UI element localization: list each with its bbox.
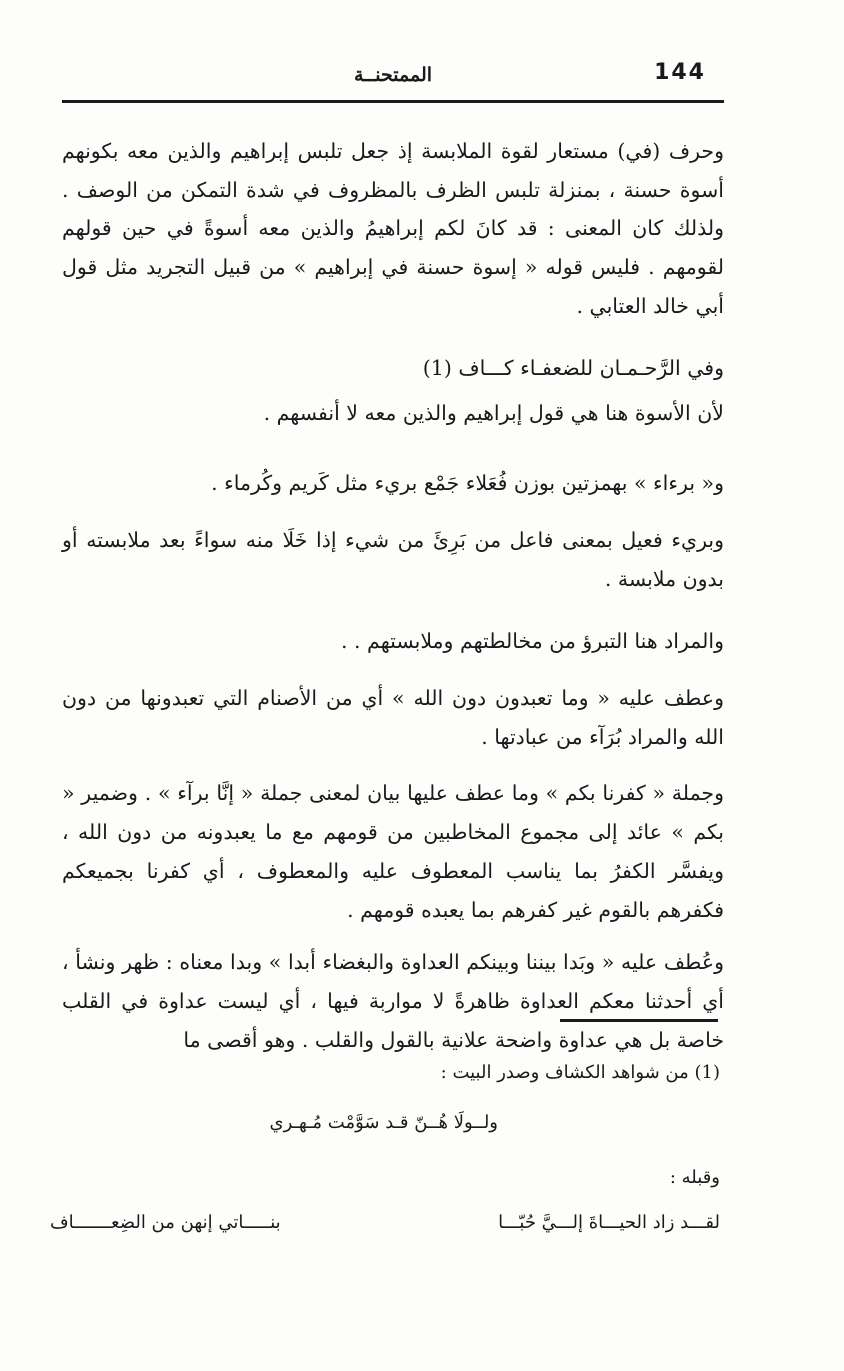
page-header bbox=[62, 58, 724, 103]
footnote-divider bbox=[560, 1019, 718, 1022]
footnote-verse: ولــولَا هُــنّ قـد سَوَّمْت مُـهـري bbox=[269, 1112, 498, 1133]
paragraph: وحرف (في) مستعار لقوة الملابسة إذ جعل تلبس إبراهيم والذين معه بكونهم أسوة حسنة ، بمنزلة تلبس الظرف بالمظروف في شدة التمكن من الوصف . ولذلك كان المعنى : قد كانَ لكم إبراهيمُ والذين معه أسوةً في حين قولهم لقومهم . فليس قوله « إسوة حسنة في إبراهيم » من قبيل التجريد مثل قول أبي خالد العتابي . bbox=[62, 139, 724, 318]
paragraph: وبريء فعيل بمعنى فاعل من بَرِئَ من شيء إذا خَلَا منه سواءً بعد ملابسته أو بدون ملابسة . bbox=[62, 527, 724, 591]
paragraph: وجملة « كفرنا بكم » وما عطف عليها بيان لمعنى جملة « إنَّا برآء » . وضمير « بكم » عائد إلى مجموع المخاطبين من قومهم مع ما يعبدونه من دون الله ، ويفسَّر الكفرُ بما يناسب المعطوف عليه والمعطوف ، أي كفرنا بجميعكم فكفرهم بالقوم غير كفرهم بما يعبده قومهم . bbox=[62, 781, 724, 922]
footnote-1: (1) من شواهد الكشاف وصدر البيت : bbox=[440, 1062, 720, 1083]
quoted-verse: وفي الرَّحـمـان للضعفـاء كـــاف (1) bbox=[422, 355, 724, 380]
running-title: الممتحنــة bbox=[353, 64, 433, 86]
paragraph: وعطف عليه « وما تعبدون دون الله » أي من الأصنام التي تعبدونها من دون الله والمراد بُرَآء من عبادتها . bbox=[62, 686, 724, 749]
main-text bbox=[62, 132, 724, 1068]
footnote-label: وقبله : bbox=[669, 1167, 720, 1188]
paragraph: و« برءاء » بهمزتين بوزن فُعَلاء جَمْع بريء مثل كَريم وكُرماء . bbox=[211, 471, 724, 496]
page-number: 144 bbox=[654, 60, 706, 85]
verse-second-hemistich: بنـــــاتي إنهن من الضِعـــــــاف bbox=[50, 1212, 281, 1233]
paragraph: والمراد هنا التبرؤ من مخالطتهم وملابستهم . . bbox=[340, 629, 724, 654]
paragraph: وعُطف عليه « وبَدا بيننا وبينكم العداوة والبغضاء أبدا » وبدا معناه : ظهر ونشأ ، أي أحدثنا معكم العداوة ظاهرةً لا مواربة فيها ، أي ليست عداوة في القلب خاصة بل هي عداوة واضحة علانية بالقول والقلب . وهو أقصى ما bbox=[62, 950, 724, 1052]
verse-first-hemistich: لقـــد زاد الحيـــاةَ إلـــيَّ حُبّـــا bbox=[498, 1212, 720, 1233]
paragraph: لأن الأسوة هنا هي قول إبراهيم والذين معه لا أنفسهم . bbox=[263, 400, 724, 425]
